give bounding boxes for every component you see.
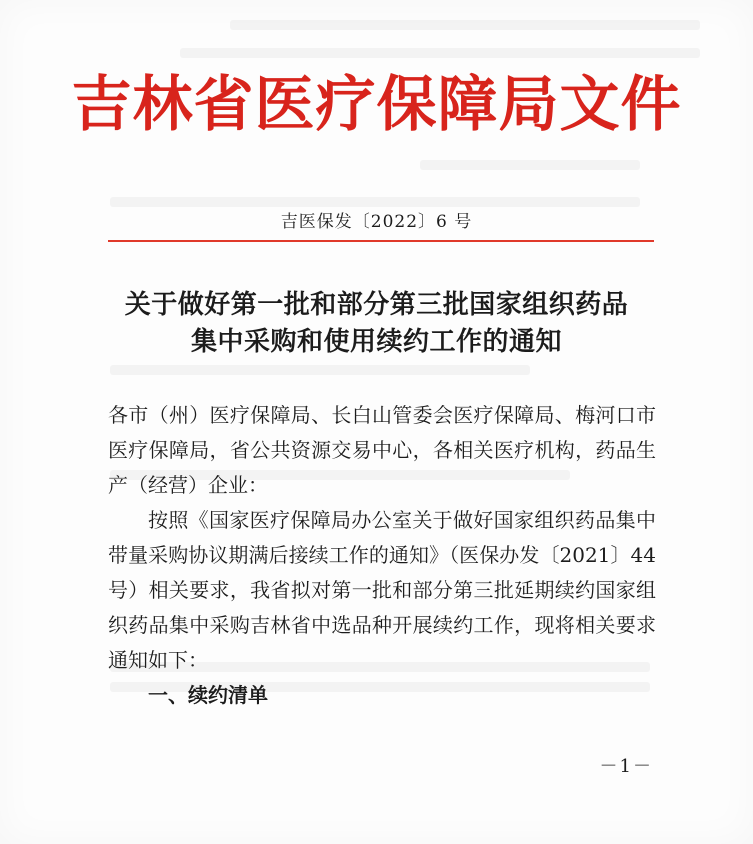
document-body [108,398,656,713]
bleed-through-mark [110,365,530,375]
bleed-through-mark [110,197,640,207]
red-separator-rule [108,240,654,242]
section-heading-1: 一、续约清单 [148,683,268,707]
addressee-paragraph: 各市（州）医疗保障局、长白山管委会医疗保障局、梅河口市医疗保障局，省公共资源交易中心，各相关医疗机构，药品生产（经营）企业： [108,403,656,497]
title-line-2: 集中采购和使用续约工作的通知 [190,327,562,357]
issuing-authority-header: 吉林省医疗保障局文件 [71,70,682,140]
bleed-through-mark [230,20,700,30]
bleed-through-mark [180,48,700,58]
bleed-through-mark [420,160,640,170]
document-number: 吉医保发〔2022〕6 号 [280,212,473,232]
body-paragraph-1: 按照《国家医疗保障局办公室关于做好国家组织药品集中带量采购协议期满后接续工作的通知》（医保办发〔2021〕44 号）相关要求，我省拟对第一批和部分第三批延期续约国家组织药品集中采购吉林省中选品种开展续约工作，现将相关要求通知如下： [108,508,656,672]
document-title [0,287,753,361]
title-line-1: 关于做好第一批和部分第三批国家组织药品 [124,290,629,320]
page-number: －1－ [599,756,653,777]
